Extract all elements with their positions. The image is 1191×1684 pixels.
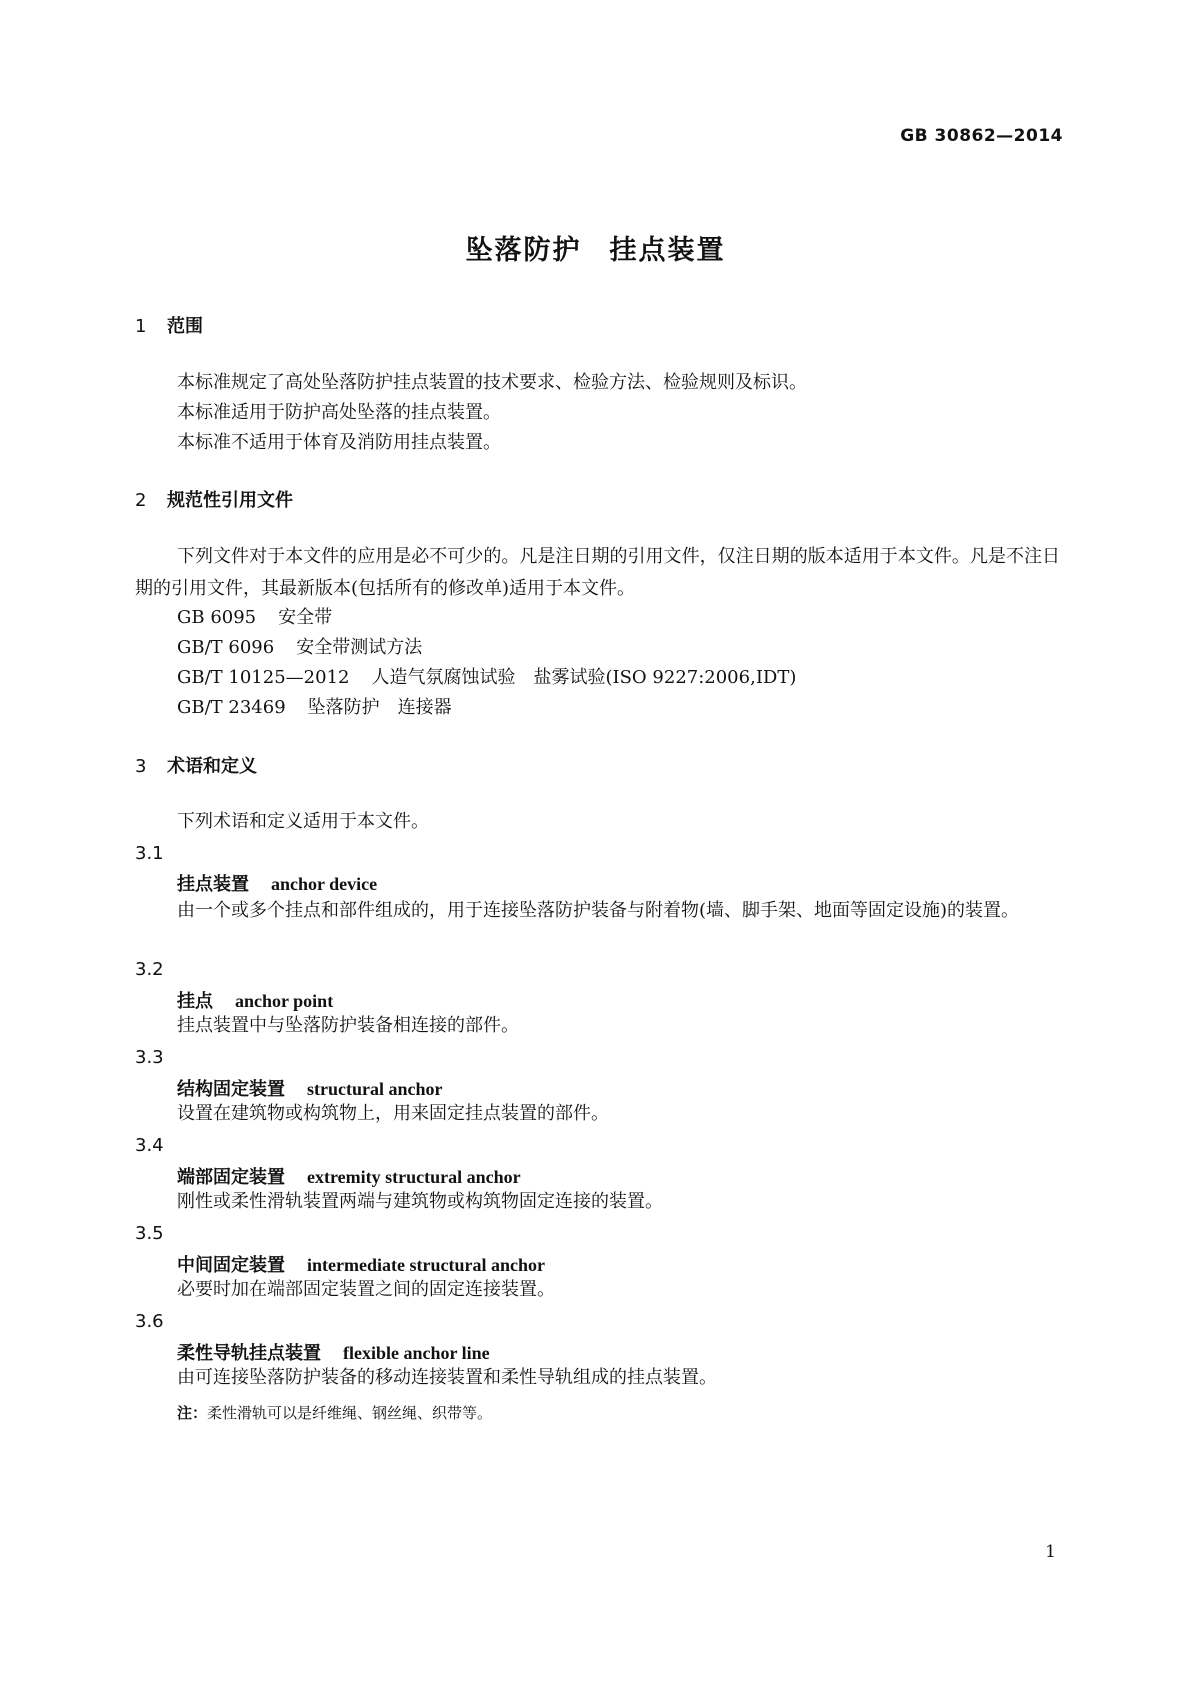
- term-definition: 由可连接坠落防护装备的移动连接装置和柔性导轨组成的挂点装置。: [177, 1367, 717, 1388]
- title-part-1: 坠落防护: [465, 235, 582, 266]
- title-part-2: 挂点装置: [609, 235, 726, 266]
- term-heading: 结构固定装置 structural anchor: [177, 1079, 443, 1100]
- term-heading: 中间固定装置 intermediate structural anchor: [177, 1255, 545, 1276]
- term-number: 3.5: [135, 1223, 164, 1244]
- terms-intro: 下列术语和定义适用于本文件。: [177, 811, 429, 832]
- section-heading-3: 3 术语和定义: [135, 756, 257, 777]
- term-number: 3.6: [135, 1311, 164, 1332]
- term-definition: 设置在建筑物或构筑物上，用来固定挂点装置的部件。: [177, 1103, 609, 1124]
- reference-item: GB/T 6096 安全带测试方法: [177, 637, 423, 658]
- term-heading: 柔性导轨挂点装置 flexible anchor line: [177, 1343, 490, 1364]
- reference-item: GB/T 10125—2012 人造气氛腐蚀试验 盐雾试验(ISO 9227:2006,IDT): [177, 667, 797, 688]
- document-title: [0, 228, 1191, 267]
- term-number: 3.2: [135, 959, 164, 980]
- section-heading-1: 1 范围: [135, 316, 203, 337]
- term-definition: 由一个或多个挂点和部件组成的，用于连接坠落防护装备与附着物(墙、脚手架、地面等固定设施)的装置。: [177, 900, 1020, 921]
- term-definition: 挂点装置中与坠落防护装备相连接的部件。: [177, 1015, 519, 1036]
- scope-paragraph-1: 本标准规定了高处坠落防护挂点装置的技术要求、检验方法、检验规则及标识。: [177, 372, 807, 393]
- term-number: 3.3: [135, 1047, 164, 1068]
- page-number: 1: [1045, 1542, 1056, 1562]
- term-definition: 刚性或柔性滑轨装置两端与建筑物或构筑物固定连接的装置。: [177, 1191, 663, 1212]
- term-number: 3.1: [135, 843, 164, 864]
- scope-paragraph-3: 本标准不适用于体育及消防用挂点装置。: [177, 432, 501, 453]
- reference-item: GB/T 23469 坠落防护 连接器: [177, 697, 452, 718]
- normative-intro: 下列文件对于本文件的应用是必不可少的。凡是注日期的引用文件，仅注日期的版本适用于本文件。凡是不注日期的引用文件，其最新版本(包括所有的修改单)适用于本文件。: [135, 546, 1060, 599]
- term-note: 注：柔性滑轨可以是纤维绳、钢丝绳、织带等。: [177, 1404, 493, 1422]
- reference-item: GB 6095 安全带: [177, 607, 333, 628]
- section-heading-2: 2 规范性引用文件: [135, 490, 293, 511]
- standard-code: GB 30862—2014: [900, 126, 1063, 146]
- term-definition: 必要时加在端部固定装置之间的固定连接装置。: [177, 1279, 555, 1300]
- term-heading: 挂点 anchor point: [177, 991, 334, 1012]
- scope-paragraph-2: 本标准适用于防护高处坠落的挂点装置。: [177, 402, 501, 423]
- term-number: 3.4: [135, 1135, 164, 1156]
- term-heading: 挂点装置 anchor device: [177, 874, 378, 895]
- term-heading: 端部固定装置 extremity structural anchor: [177, 1167, 521, 1188]
